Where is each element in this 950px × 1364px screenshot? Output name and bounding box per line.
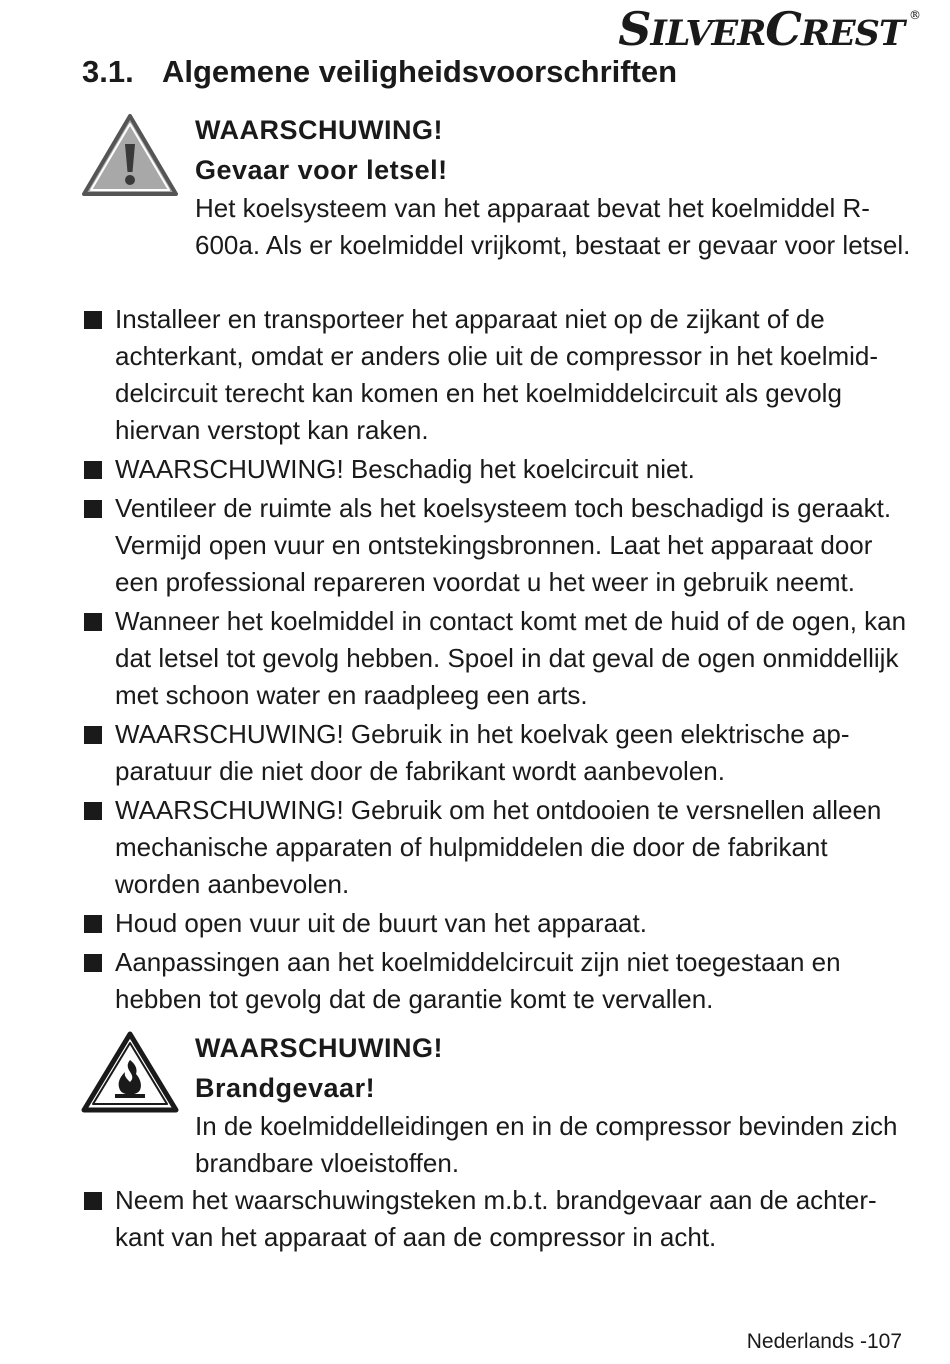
bullet-item: Wanneer het koelmiddel in contact komt met de huid of de ogen, kan dat letsel tot gevolg hebben. Spoel in dat geval de ogen onmiddellijk met schoon water en raadpleeg een arts. xyxy=(82,603,912,714)
warning-heading: WAARSCHUWING! xyxy=(195,1033,443,1063)
section-title-text: Algemene veiligheidsvoorschriften xyxy=(162,54,678,89)
brand-logo: SILVERCREST ® xyxy=(618,2,920,56)
warning-heading: WAARSCHUWING! xyxy=(195,115,443,145)
warning-text: In de koelmiddelleidingen en in de compressor bevinden zich brandbare vloeistoffen. xyxy=(195,1111,898,1178)
section-number: 3.1. xyxy=(82,54,134,89)
bullet-item: Installeer en transporteer het apparaat niet op de zijkant of de achterkant, omdat er anders olie uit de compressor in het koelmiddelcircuit terecht kan komen en het koelmiddelcircuit als gevolg hiervan verstopt kan raken. xyxy=(82,301,912,449)
bullet-item: Ventileer de ruimte als het koelsysteem toch beschadigd is geraakt. Vermijd open vuur en ontstekingsbronnen. Laat het apparaat door een professional repareren voordat u het weer in gebruik neemt. xyxy=(82,490,912,601)
warning-block-injury xyxy=(195,110,915,264)
warning-text: Het koelsysteem van het apparaat bevat het koelmiddel R-600a. Als er koelmiddel vrijkomt, bestaat er gevaar voor letsel. xyxy=(195,193,911,260)
bullet-item: WAARSCHUWING! Gebruik om het ontdooien te versnellen alleen mechanische apparaten of hulpmiddelen die door de fabrikant worden aanbevolen. xyxy=(82,792,912,903)
safety-bullet-list xyxy=(82,1182,912,1258)
bullet-item: Houd open vuur uit de buurt van het apparaat. xyxy=(82,905,912,942)
warning-block-fire xyxy=(195,1028,915,1182)
warning-subheading: Brandgevaar! xyxy=(195,1073,376,1103)
flame-warning-icon xyxy=(80,1030,180,1114)
bullet-item: Aanpassingen aan het koelmiddelcircuit zijn niet toegestaan en hebben tot gevolg dat de garantie komt te vervallen. xyxy=(82,944,912,1018)
registered-mark: ® xyxy=(909,8,920,22)
bullet-item: Neem het waarschuwingsteken m.b.t. brandgevaar aan de achterkant van het apparaat of aan de compressor in acht. xyxy=(82,1182,912,1256)
page-footer: Nederlands -107 xyxy=(746,1330,902,1353)
bullet-item: WAARSCHUWING! Beschadig het koelcircuit niet. xyxy=(82,451,912,488)
exclamation-warning-icon xyxy=(80,112,180,198)
bullet-item: WAARSCHUWING! Gebruik in het koelvak geen elektrische apparatuur die niet door de fabrikant wordt aanbevolen. xyxy=(82,716,912,790)
warning-subheading: Gevaar voor letsel! xyxy=(195,155,448,185)
safety-bullet-list xyxy=(82,301,912,1020)
section-title xyxy=(82,54,677,90)
